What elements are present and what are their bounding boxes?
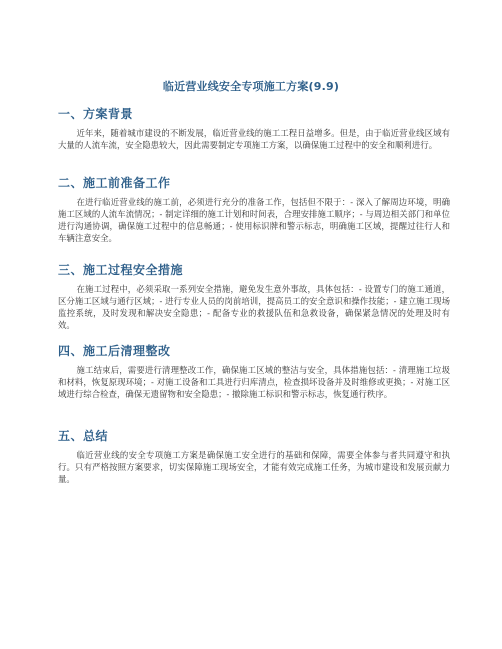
section-paragraph: 在进行临近营业线的施工前，必须进行充分的准备工作，包括但不限于：- 深入了解周边环境，明确施工区域的人流车流情况；- 制定详细的施工计划和时间表，合理安排施工顺序；- 与周边相关部门和单位进行沟通协调，确保施工过程中的信息畅通；- 使用标识牌和警示标志，明确施工区域，提醒过往行人和车辆注意安全。 xyxy=(58,197,450,243)
section-summary xyxy=(58,429,450,485)
section-heading: 二、施工前准备工作 xyxy=(58,176,171,190)
section-heading: 四、施工后清理整改 xyxy=(58,344,171,358)
section-paragraph: 在施工过程中，必须采取一系列安全措施，避免发生意外事故，具体包括：- 设置专门的施工通道，区分施工区域与通行区域；- 进行专业人员的岗前培训，提高员工的安全意识和操作技能；- 建立施工现场监控系统，及时发现和解决安全隐患；- 配备专业的救援队伍和急救设备，确保紧急情况的处理及时有效。 xyxy=(58,284,450,330)
section-paragraph: 临近营业线的安全专项施工方案是确保施工安全进行的基础和保障，需要全体参与者共同遵守和执行。只有严格按照方案要求，切实保障施工现场安全，才能有效完成施工任务，为城市建设和发展贡献力量。 xyxy=(58,450,450,484)
section-paragraph: 施工结束后，需要进行清理整改工作，确保施工区域的整洁与安全，具体措施包括：- 清理施工垃圾和材料，恢复原现环境；- 对施工设备和工具进行归库清点，检查损坏设备并及时维修或更换；- 对施工区域进行综合检查，确保无遗留物和安全隐患；- 撤除施工标识和警示标志，恢复通行秩序。 xyxy=(58,365,450,399)
document-title: 临近营业线安全专项施工方案(9.9) xyxy=(162,80,340,93)
section-heading: 三、施工过程安全措施 xyxy=(58,263,184,277)
section-heading: 五、总结 xyxy=(58,429,109,443)
section-heading: 一、方案背景 xyxy=(58,107,134,121)
section-paragraph: 近年来，随着城市建设的不断发展，临近营业线的施工工程日益增多。但是，由于临近营业线区域有大量的人流车流，安全隐患较大，因此需要制定专项施工方案，以确保施工过程中的安全和顺利进行。 xyxy=(58,128,450,150)
section-safety-measures xyxy=(58,263,450,331)
section-background xyxy=(58,107,450,151)
section-cleanup xyxy=(58,344,450,400)
section-preparation xyxy=(58,176,450,244)
